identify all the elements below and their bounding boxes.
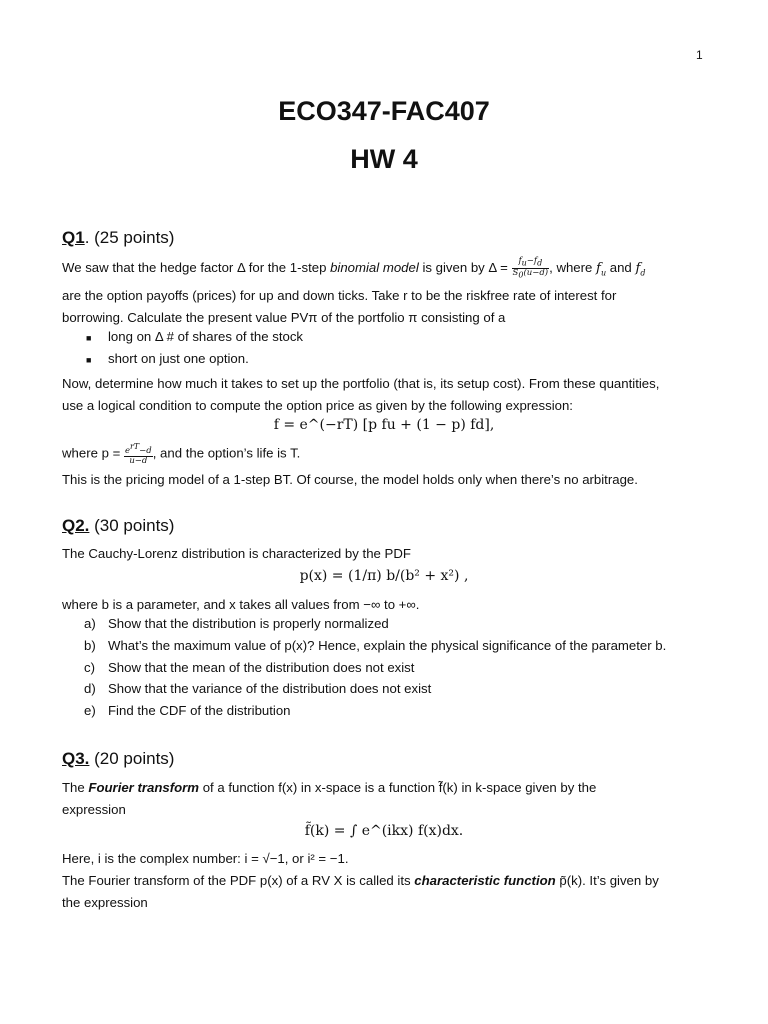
- q3-fourier-term: Fourier transform: [88, 780, 200, 795]
- hedge-factor-fraction: $\frac{f_u-f_d}{S_0(u-d)}$: [512, 256, 549, 280]
- page-number: 1: [696, 48, 703, 62]
- q3-label: Q3.: [62, 749, 90, 768]
- q1-formula: f = e^(−rT) [p fu + (1 − p) fd],: [273, 417, 495, 433]
- list-marker: d): [84, 681, 96, 696]
- q1-text-c: is given by Δ =: [418, 260, 512, 275]
- q3-text-a: The Fourier transform of the PDF p(x) of a RV X is called its: [62, 873, 415, 888]
- q2-item-d: [84, 681, 431, 696]
- q3-text-c: p̃(k). It’s given by: [555, 873, 659, 888]
- q2-item-c: [84, 660, 414, 675]
- list-item-text: Show that the distribution is properly normalized: [108, 616, 389, 631]
- q1-life-text: , and the option’s life is T.: [152, 445, 301, 461]
- q3-line2: expression: [62, 802, 126, 817]
- fu-symbol: $f_u$: [596, 261, 607, 278]
- list-item-text: What’s the maximum value of p(x)? Hence, explain the physical significance of the parameter b.: [108, 638, 667, 653]
- q2-formula: p(x) = (1/π) b/(b² + x²) ,: [299, 568, 469, 584]
- q2-item-e: [84, 703, 291, 718]
- q1-heading: [62, 228, 174, 248]
- fd-symbol: $f_d$: [635, 261, 646, 278]
- q1-line1: [62, 257, 710, 284]
- q3-text-a: The: [62, 780, 89, 795]
- document-subtitle: HW 4: [350, 144, 418, 174]
- q2-heading: [62, 516, 174, 536]
- q2-item-b: [84, 638, 666, 653]
- list-item-text: Show that the variance of the distribution does not exist: [108, 681, 432, 696]
- q1-where-text: where p =: [62, 445, 124, 461]
- square-bullet-icon: ■: [86, 354, 92, 365]
- q1-line3: borrowing. Calculate the present value PVπ of the portfolio π consisting of a: [62, 310, 506, 325]
- q3-line5: the expression: [62, 895, 148, 910]
- q3-line4: [62, 870, 710, 892]
- list-marker: a): [84, 616, 96, 631]
- q1-line6: [62, 442, 710, 466]
- q3-heading: [62, 749, 174, 769]
- q1-line5: use a logical condition to compute the option price as given by the following expression:: [62, 398, 573, 413]
- q2-label: Q2.: [62, 516, 90, 535]
- q3-characteristic-term: characteristic function: [414, 873, 556, 888]
- q3-line1: [62, 777, 710, 799]
- q1-line2: are the option payoffs (prices) for up and down ticks. Take r to be the riskfree rate of interest for: [62, 288, 617, 303]
- q1-line4: Now, determine how much it takes to set up the portfolio (that is, its setup cost). From these quantities,: [62, 376, 660, 391]
- q1-text-d: , where: [549, 260, 597, 275]
- q2-item-a: [84, 616, 389, 631]
- q1-line7: This is the pricing model of a 1-step BT. Of course, the model holds only when there’s no arbitrage.: [62, 472, 638, 487]
- q2-line2: where b is a parameter, and x takes all values from −∞ to +∞.: [62, 597, 420, 612]
- bullet-text: short on just one option.: [108, 351, 249, 366]
- q1-text-a: We saw that the hedge factor Δ for the 1-step: [62, 260, 331, 275]
- list-item-text: Find the CDF of the distribution: [108, 703, 291, 718]
- q2-line1: The Cauchy-Lorenz distribution is characterized by the PDF: [62, 546, 411, 561]
- document-title: ECO347-FAC407: [278, 96, 490, 126]
- square-bullet-icon: ■: [86, 332, 92, 343]
- q3-line3: Here, i is the complex number: i = √−1, or i² = −1.: [62, 851, 349, 866]
- q1-binomial-term: binomial model: [330, 260, 419, 275]
- q1-bullet-1: [86, 329, 303, 344]
- q2-points: (30 points): [89, 516, 175, 535]
- q3-points: (20 points): [89, 749, 175, 768]
- list-marker: b): [84, 638, 96, 653]
- risk-neutral-prob-fraction: $\frac{e^{rT}-d}{u-d}$: [124, 442, 152, 466]
- list-marker: c): [84, 660, 95, 675]
- q1-points: . (25 points): [84, 228, 175, 247]
- q3-text-c: of a function f(x) in x-space is a function f̃(k) in k-space given by the: [199, 780, 597, 795]
- q3-formula: f̃(k) = ∫ e^(ikx) f(x)dx.: [304, 823, 464, 839]
- q1-label: Q1: [62, 228, 85, 247]
- list-item-text: Show that the mean of the distribution does not exist: [108, 660, 415, 675]
- bullet-text: long on Δ # of shares of the stock: [108, 329, 304, 344]
- q1-text-e: and: [606, 260, 636, 275]
- list-marker: e): [84, 703, 96, 718]
- q1-bullet-2: [86, 351, 249, 366]
